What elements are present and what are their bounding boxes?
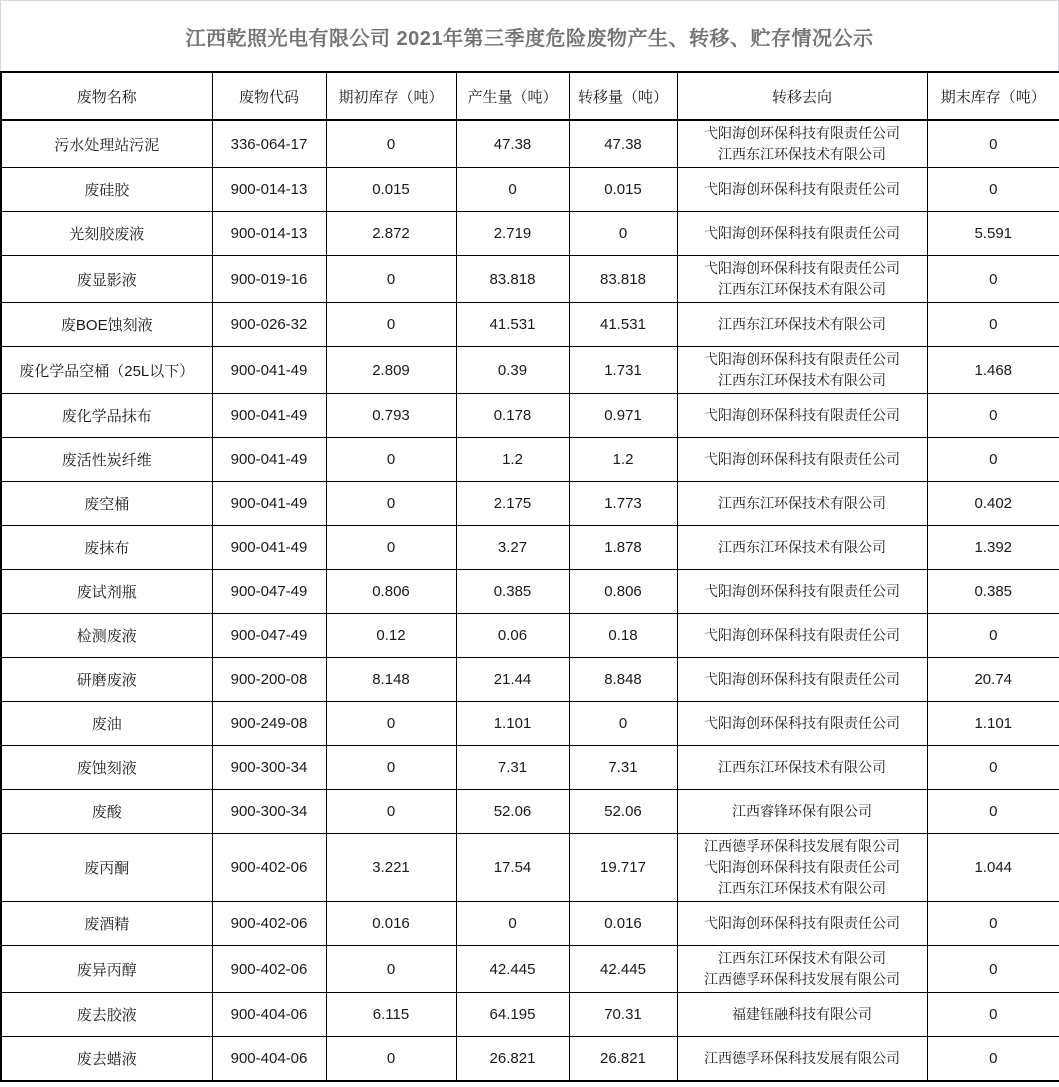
transferred-cell: 41.531	[569, 303, 677, 347]
destination-cell	[677, 482, 927, 526]
destination-company: 江西睿锋环保有限公司	[732, 803, 872, 819]
waste-code-cell: 900-300-34	[212, 790, 326, 834]
transferred-cell: 8.848	[569, 658, 677, 702]
waste-code-cell: 900-404-06	[212, 1037, 326, 1081]
waste-code-cell: 900-041-49	[212, 394, 326, 438]
table-row	[1, 212, 1059, 256]
table-row	[1, 902, 1059, 946]
waste-name-cell: 废去蜡液	[1, 1037, 212, 1081]
waste-name-cell: 废试剂瓶	[1, 570, 212, 614]
destination-company: 江西东江环保技术有限公司	[718, 880, 886, 896]
final-stock-cell: 0	[927, 946, 1059, 993]
generated-cell: 83.818	[456, 256, 569, 303]
table-row	[1, 790, 1059, 834]
transferred-cell: 0.971	[569, 394, 677, 438]
final-stock-cell: 0	[927, 120, 1059, 168]
table-row	[1, 746, 1059, 790]
table-row	[1, 526, 1059, 570]
destination-company: 江西东江环保技术有限公司	[718, 950, 886, 966]
generated-cell: 17.54	[456, 834, 569, 902]
final-stock-cell: 1.468	[927, 347, 1059, 394]
destination-company: 弋阳海创环保科技有限责任公司	[704, 583, 900, 599]
destination-cell	[677, 834, 927, 902]
waste-code-cell: 900-300-34	[212, 746, 326, 790]
waste-name-cell: 污水处理站污泥	[1, 120, 212, 168]
waste-code-cell: 900-402-06	[212, 946, 326, 993]
table-row	[1, 658, 1059, 702]
destination-company: 弋阳海创环保科技有限责任公司	[704, 125, 900, 141]
destination-cell	[677, 168, 927, 212]
destination-company: 江西东江环保技术有限公司	[718, 316, 886, 332]
transferred-cell: 0	[569, 212, 677, 256]
final-stock-cell: 0	[927, 746, 1059, 790]
final-stock-cell: 0.385	[927, 570, 1059, 614]
table-row	[1, 347, 1059, 394]
waste-code-cell: 900-026-32	[212, 303, 326, 347]
waste-code-cell: 900-249-08	[212, 702, 326, 746]
hazardous-waste-table	[0, 71, 1059, 1082]
transferred-cell: 19.717	[569, 834, 677, 902]
initial-stock-cell: 3.221	[326, 834, 456, 902]
final-stock-cell: 1.101	[927, 702, 1059, 746]
initial-stock-cell: 6.115	[326, 993, 456, 1037]
destination-cell	[677, 658, 927, 702]
initial-stock-cell: 0	[326, 303, 456, 347]
destination-company: 江西德孚环保科技发展有限公司	[704, 838, 900, 854]
destination-cell	[677, 902, 927, 946]
waste-code-cell: 900-014-13	[212, 168, 326, 212]
initial-stock-cell: 0	[326, 702, 456, 746]
table-row	[1, 303, 1059, 347]
table-row	[1, 168, 1059, 212]
destination-company: 江西东江环保技术有限公司	[718, 759, 886, 775]
title-bar	[0, 0, 1059, 71]
waste-name-cell: 光刻胶废液	[1, 212, 212, 256]
waste-name-cell: 废抹布	[1, 526, 212, 570]
destination-company: 江西德孚环保科技发展有限公司	[704, 971, 900, 987]
column-header-waste-name: 废物名称	[1, 72, 212, 120]
destination-company: 弋阳海创环保科技有限责任公司	[704, 859, 900, 875]
generated-cell: 3.27	[456, 526, 569, 570]
table-row	[1, 570, 1059, 614]
waste-name-cell: 废空桶	[1, 482, 212, 526]
initial-stock-cell: 8.148	[326, 658, 456, 702]
waste-code-cell: 900-014-13	[212, 212, 326, 256]
final-stock-cell: 1.392	[927, 526, 1059, 570]
waste-name-cell: 废异丙醇	[1, 946, 212, 993]
destination-company: 弋阳海创环保科技有限责任公司	[704, 351, 900, 367]
initial-stock-cell: 0	[326, 946, 456, 993]
destination-cell	[677, 946, 927, 993]
initial-stock-cell: 0	[326, 438, 456, 482]
initial-stock-cell: 0.793	[326, 394, 456, 438]
column-header-initial-stock: 期初库存（吨）	[326, 72, 456, 120]
table-header-row	[1, 72, 1059, 120]
transferred-cell: 1.731	[569, 347, 677, 394]
table-row	[1, 946, 1059, 993]
generated-cell: 0.06	[456, 614, 569, 658]
table-row	[1, 614, 1059, 658]
waste-name-cell: 废去胶液	[1, 993, 212, 1037]
waste-name-cell: 废蚀刻液	[1, 746, 212, 790]
table-row	[1, 702, 1059, 746]
destination-company: 弋阳海创环保科技有限责任公司	[704, 260, 900, 276]
transferred-cell: 0.806	[569, 570, 677, 614]
initial-stock-cell: 0	[326, 482, 456, 526]
initial-stock-cell: 0	[326, 526, 456, 570]
destination-company: 弋阳海创环保科技有限责任公司	[704, 225, 900, 241]
transferred-cell: 1.2	[569, 438, 677, 482]
table-row	[1, 482, 1059, 526]
generated-cell: 1.101	[456, 702, 569, 746]
waste-name-cell: 研磨废液	[1, 658, 212, 702]
initial-stock-cell: 2.809	[326, 347, 456, 394]
table-row	[1, 1037, 1059, 1081]
destination-company: 江西东江环保技术有限公司	[718, 495, 886, 511]
column-header-transferred: 转移量（吨）	[569, 72, 677, 120]
destination-cell	[677, 570, 927, 614]
final-stock-cell: 0	[927, 256, 1059, 303]
final-stock-cell: 0	[927, 790, 1059, 834]
generated-cell: 0.385	[456, 570, 569, 614]
waste-name-cell: 废丙酮	[1, 834, 212, 902]
initial-stock-cell: 0	[326, 1037, 456, 1081]
waste-name-cell: 废活性炭纤维	[1, 438, 212, 482]
generated-cell: 2.719	[456, 212, 569, 256]
column-header-generated: 产生量（吨）	[456, 72, 569, 120]
final-stock-cell: 0	[927, 168, 1059, 212]
transferred-cell: 1.878	[569, 526, 677, 570]
waste-code-cell: 900-041-49	[212, 526, 326, 570]
generated-cell: 0	[456, 902, 569, 946]
initial-stock-cell: 0	[326, 790, 456, 834]
transferred-cell: 52.06	[569, 790, 677, 834]
final-stock-cell: 0	[927, 438, 1059, 482]
destination-cell	[677, 1037, 927, 1081]
waste-name-cell: 废硅胶	[1, 168, 212, 212]
waste-code-cell: 336-064-17	[212, 120, 326, 168]
transferred-cell: 7.31	[569, 746, 677, 790]
generated-cell: 0.39	[456, 347, 569, 394]
generated-cell: 26.821	[456, 1037, 569, 1081]
column-header-waste-code: 废物代码	[212, 72, 326, 120]
destination-company: 弋阳海创环保科技有限责任公司	[704, 181, 900, 197]
generated-cell: 1.2	[456, 438, 569, 482]
destination-cell	[677, 303, 927, 347]
table-row	[1, 834, 1059, 902]
waste-code-cell: 900-200-08	[212, 658, 326, 702]
column-header-destination: 转移去向	[677, 72, 927, 120]
final-stock-cell: 1.044	[927, 834, 1059, 902]
destination-company: 弋阳海创环保科技有限责任公司	[704, 715, 900, 731]
destination-cell	[677, 702, 927, 746]
final-stock-cell: 0	[927, 993, 1059, 1037]
generated-cell: 7.31	[456, 746, 569, 790]
page-title: 江西乾照光电有限公司 2021年第三季度危险废物产生、转移、贮存情况公示	[185, 27, 874, 50]
transferred-cell: 0.016	[569, 902, 677, 946]
generated-cell: 21.44	[456, 658, 569, 702]
table-row	[1, 120, 1059, 168]
destination-company: 弋阳海创环保科技有限责任公司	[704, 671, 900, 687]
waste-code-cell: 900-041-49	[212, 482, 326, 526]
final-stock-cell: 0.402	[927, 482, 1059, 526]
waste-code-cell: 900-041-49	[212, 347, 326, 394]
table-row	[1, 394, 1059, 438]
final-stock-cell: 0	[927, 1037, 1059, 1081]
waste-name-cell: 废化学品空桶（25L以下）	[1, 347, 212, 394]
destination-company: 弋阳海创环保科技有限责任公司	[704, 915, 900, 931]
initial-stock-cell: 2.872	[326, 212, 456, 256]
destination-company: 江西德孚环保科技发展有限公司	[704, 1049, 900, 1066]
generated-cell: 64.195	[456, 993, 569, 1037]
waste-name-cell: 废化学品抹布	[1, 394, 212, 438]
destination-company: 江西东江环保技术有限公司	[718, 281, 886, 297]
waste-code-cell: 900-402-06	[212, 834, 326, 902]
final-stock-cell: 0	[927, 614, 1059, 658]
initial-stock-cell: 0	[326, 256, 456, 303]
generated-cell: 41.531	[456, 303, 569, 347]
waste-code-cell: 900-041-49	[212, 438, 326, 482]
final-stock-cell: 0	[927, 394, 1059, 438]
destination-cell	[677, 120, 927, 168]
destination-cell	[677, 347, 927, 394]
table-row	[1, 993, 1059, 1037]
destination-company: 福建钰融科技有限公司	[732, 1006, 872, 1022]
waste-name-cell: 检测废液	[1, 614, 212, 658]
generated-cell: 42.445	[456, 946, 569, 993]
waste-code-cell: 900-404-06	[212, 993, 326, 1037]
initial-stock-cell: 0	[326, 746, 456, 790]
table-row	[1, 256, 1059, 303]
destination-cell	[677, 256, 927, 303]
final-stock-cell: 0	[927, 902, 1059, 946]
waste-code-cell: 900-402-06	[212, 902, 326, 946]
destination-cell	[677, 526, 927, 570]
initial-stock-cell: 0.015	[326, 168, 456, 212]
transferred-cell: 83.818	[569, 256, 677, 303]
column-header-final-stock: 期末库存（吨）	[927, 72, 1059, 120]
destination-cell	[677, 394, 927, 438]
generated-cell: 52.06	[456, 790, 569, 834]
waste-code-cell: 900-047-49	[212, 570, 326, 614]
destination-company: 江西东江环保技术有限公司	[718, 372, 886, 388]
transferred-cell: 0.18	[569, 614, 677, 658]
waste-name-cell: 废油	[1, 702, 212, 746]
destination-cell	[677, 212, 927, 256]
transferred-cell: 47.38	[569, 120, 677, 168]
destination-company: 弋阳海创环保科技有限责任公司	[704, 407, 900, 423]
generated-cell: 47.38	[456, 120, 569, 168]
final-stock-cell: 5.591	[927, 212, 1059, 256]
destination-cell	[677, 993, 927, 1037]
generated-cell: 0	[456, 168, 569, 212]
destination-company: 弋阳海创环保科技有限责任公司	[704, 627, 900, 643]
destination-company: 弋阳海创环保科技有限责任公司	[704, 451, 900, 467]
transferred-cell: 1.773	[569, 482, 677, 526]
destination-cell	[677, 614, 927, 658]
transferred-cell: 70.31	[569, 993, 677, 1037]
destination-company: 江西东江环保技术有限公司	[718, 539, 886, 555]
final-stock-cell: 20.74	[927, 658, 1059, 702]
waste-name-cell: 废显影液	[1, 256, 212, 303]
waste-name-cell: 废酒精	[1, 902, 212, 946]
table-row	[1, 438, 1059, 482]
destination-cell	[677, 746, 927, 790]
generated-cell: 0.178	[456, 394, 569, 438]
waste-name-cell: 废BOE蚀刻液	[1, 303, 212, 347]
initial-stock-cell: 0.806	[326, 570, 456, 614]
initial-stock-cell: 0.12	[326, 614, 456, 658]
initial-stock-cell: 0.016	[326, 902, 456, 946]
waste-name-cell: 废酸	[1, 790, 212, 834]
waste-code-cell: 900-047-49	[212, 614, 326, 658]
initial-stock-cell: 0	[326, 120, 456, 168]
waste-code-cell: 900-019-16	[212, 256, 326, 303]
destination-cell	[677, 438, 927, 482]
transferred-cell: 42.445	[569, 946, 677, 993]
destination-cell	[677, 790, 927, 834]
transferred-cell: 26.821	[569, 1037, 677, 1081]
transferred-cell: 0.015	[569, 168, 677, 212]
transferred-cell: 0	[569, 702, 677, 746]
destination-company: 江西东江环保技术有限公司	[718, 146, 886, 162]
final-stock-cell: 0	[927, 303, 1059, 347]
generated-cell: 2.175	[456, 482, 569, 526]
